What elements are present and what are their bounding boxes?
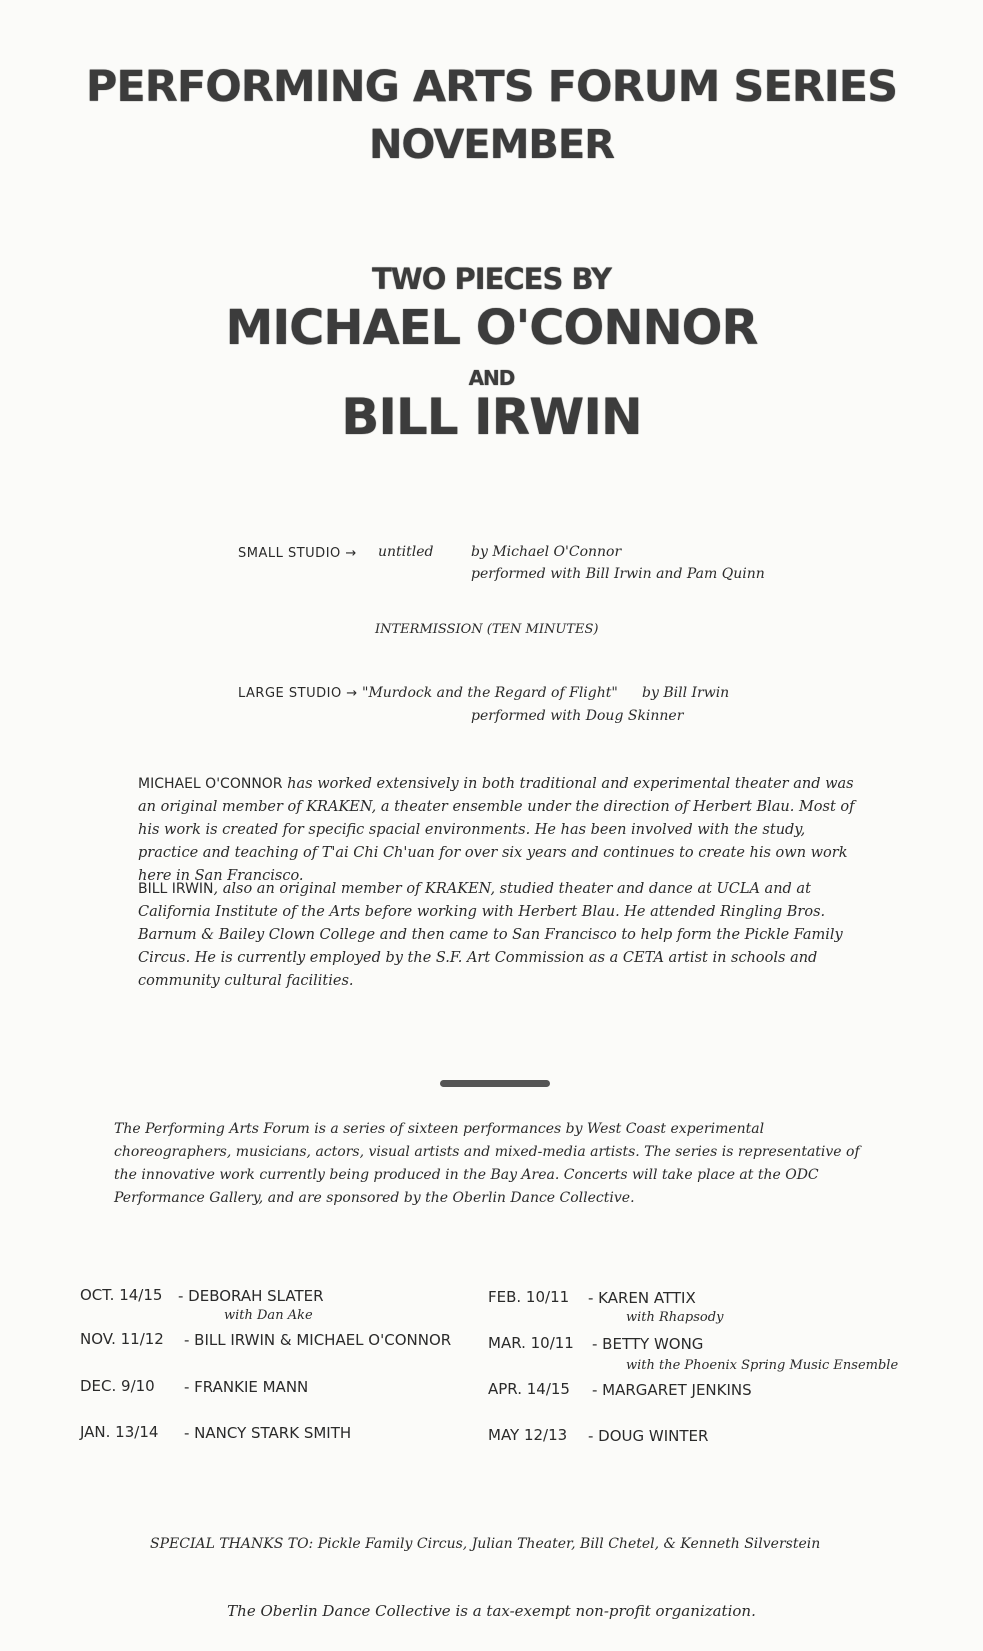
artist-name-1: MICHAEL O'CONNOR [225, 300, 758, 356]
nonprofit-footer: The Oberlin Dance Collective is a tax-exempt non-profit organization. [227, 1602, 756, 1620]
intermission-note: INTERMISSION (TEN MINUTES) [375, 622, 599, 637]
large-studio-title: "Murdock and the Regard of Flight" [362, 685, 618, 701]
and-connector: AND [468, 366, 515, 390]
artist-name-2: BILL IRWIN [341, 388, 642, 446]
schedule-date: JAN. 13/14 [80, 1423, 159, 1441]
irwin-bio [138, 878, 858, 993]
small-studio-label: SMALL STUDIO → [238, 546, 357, 561]
schedule-date: MAY 12/13 [488, 1426, 568, 1444]
month-title: NOVEMBER [368, 122, 615, 168]
schedule-performer: - BETTY WONG [592, 1335, 704, 1353]
small-studio-by: by Michael O'Connor [471, 544, 622, 560]
schedule-date: DEC. 9/10 [80, 1377, 155, 1395]
pieces-heading: TWO PIECES BY [372, 262, 611, 296]
divider [440, 1080, 550, 1087]
schedule-collaborator: with the Phoenix Spring Music Ensemble [626, 1358, 899, 1373]
large-studio-by: by Bill Irwin [642, 685, 730, 701]
irwin-bio-text: , also an original member of KRAKEN, studied theater and dance at UCLA and at California Institute of the Arts before working with Herbert Blau. He attended Ringling Bros. Barnum & Bailey Clown College and then came to San Francisco to help form the Pickle Family Circus. He is currently employed by the S.F. Art Commission as a CETA artist in schools and community cultural facilities. [138, 881, 843, 989]
schedule-collaborator: with Rhapsody [626, 1310, 724, 1325]
large-studio-performers: performed with Doug Skinner [471, 708, 684, 724]
schedule-performer: - DEBORAH SLATER [178, 1287, 324, 1305]
oconnor-bio [138, 773, 858, 888]
schedule-date: APR. 14/15 [488, 1380, 570, 1398]
oconnor-bio-name: MICHAEL O'CONNOR [138, 776, 283, 792]
schedule-date: OCT. 14/15 [80, 1286, 163, 1304]
schedule-performer: - KAREN ATTIX [588, 1289, 696, 1307]
oconnor-bio-text: has worked extensively in both traditional and experimental theater and was an original member of KRAKEN, a theater ensemble under the direction of Herbert Blau. Most of his work is created for specific spacial environments. He has been involved with the study, practice and teaching of T'ai Chi Ch'uan for over six years and continues to create his own work here in San Francisco. [138, 776, 855, 884]
schedule-date: NOV. 11/12 [80, 1330, 164, 1348]
schedule-date: MAR. 10/11 [488, 1334, 574, 1352]
schedule-collaborator: with Dan Ake [224, 1308, 313, 1323]
small-studio-performers: performed with Bill Irwin and Pam Quinn [471, 566, 765, 582]
schedule-performer: - FRANKIE MANN [184, 1378, 309, 1396]
large-studio-label: LARGE STUDIO → [238, 686, 358, 701]
schedule-performer: - MARGARET JENKINS [592, 1381, 752, 1399]
schedule-performer: - NANCY STARK SMITH [184, 1424, 352, 1442]
schedule-date: FEB. 10/11 [488, 1288, 570, 1306]
special-thanks-label: SPECIAL THANKS TO: [150, 1536, 314, 1552]
irwin-bio-name: BILL IRWIN [138, 881, 214, 897]
schedule-performer: - DOUG WINTER [588, 1427, 709, 1445]
special-thanks-names: Pickle Family Circus, Julian Theater, Bill Chetel, & Kenneth Silverstein [317, 1536, 821, 1552]
forum-description: The Performing Arts Forum is a series of sixteen performances by West Coast experimental choreographers, musicians, actors, visual artists and mixed-media artists. The series is representative of the innovative work currently being produced in the Bay Area. Concerts will take place at the ODC Performance Gallery, and are sponsored by the Oberlin Dance Collective. [114, 1121, 860, 1206]
series-title: PERFORMING ARTS FORUM SERIES [85, 62, 898, 112]
small-studio-title: untitled [378, 544, 434, 560]
special-thanks [150, 1536, 820, 1552]
schedule-performer: - BILL IRWIN & MICHAEL O'CONNOR [184, 1331, 452, 1349]
